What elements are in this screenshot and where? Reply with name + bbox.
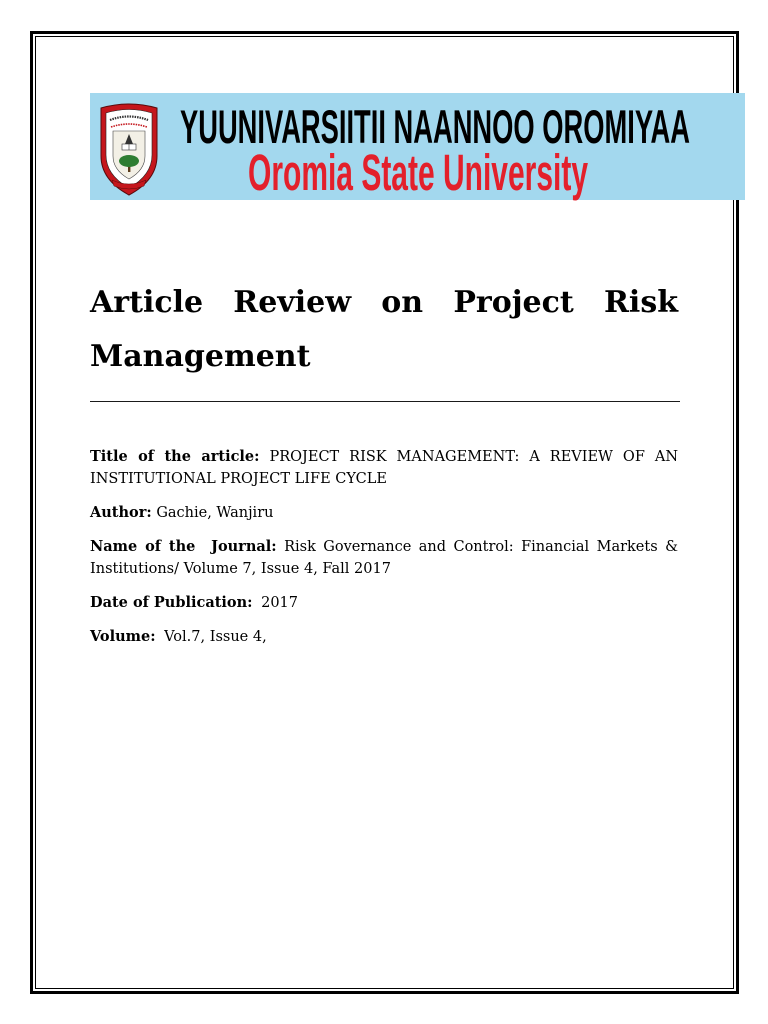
detail-value: PROJECT RISK MANAGEMENT: A REVIEW OF AN INSTITUTIONAL PROJECT LIFE CYCLE — [90, 449, 679, 487]
banner-title-local: YUUNIVARSIITII NAANNOO OROMIYAA — [180, 100, 690, 153]
detail-journal — [90, 536, 678, 580]
detail-publication-date — [90, 592, 678, 614]
detail-value: Vol.7, Issue 4, — [164, 629, 267, 645]
detail-volume — [90, 626, 678, 648]
detail-label: Title of the article: — [90, 448, 260, 465]
university-banner — [90, 93, 745, 200]
detail-label: Volume: — [90, 628, 156, 645]
detail-value: Gachie, Wanjiru — [156, 505, 274, 521]
detail-label: Author: — [90, 504, 152, 521]
logo-tree-canopy — [119, 155, 139, 167]
page-title: Article Review on Project Risk Management — [90, 285, 678, 374]
title-divider — [90, 401, 680, 402]
banner-title-english: Oromia State University — [248, 144, 589, 201]
detail-label: Name of the Journal: — [90, 538, 277, 555]
detail-author — [90, 502, 678, 524]
detail-article-title — [90, 446, 678, 490]
detail-label: Date of Publication: — [90, 594, 253, 611]
detail-value: Risk Governance and Control: Financial Markets & Institutions/ Volume 7, Issue 4, Fall 2017 — [90, 539, 679, 577]
detail-value: 2017 — [261, 595, 299, 611]
banner-graphic — [90, 93, 745, 200]
article-details — [90, 446, 678, 660]
